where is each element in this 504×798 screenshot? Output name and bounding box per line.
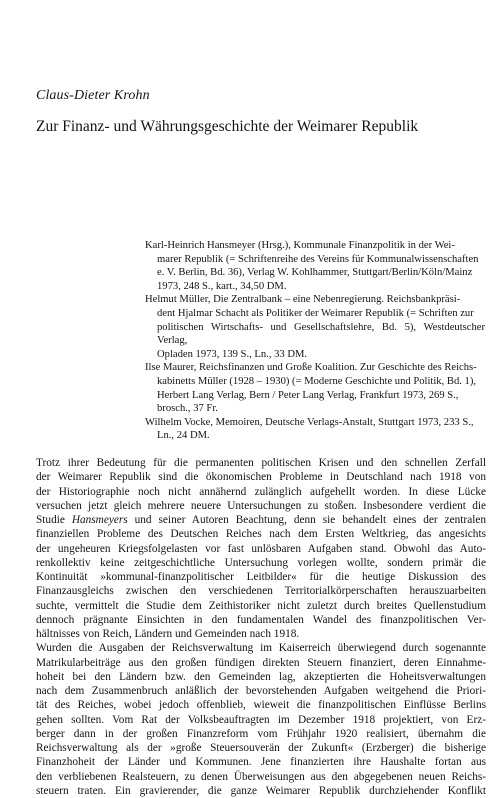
body-line: suchte, vermittelt die Studie dem Zeithistoriker nicht zuletzt durch breites Quellenstudium (36, 599, 486, 612)
reference-entry (145, 361, 485, 415)
reference-line: Ilse Maurer, Reichsfinanzen und Große Koalition. Zur Geschichte des Reichs- (145, 362, 477, 374)
body-line: Trotz ihrer Bedeutung für die permanenten politischen Krisen und den schnellen Zerfall (36, 457, 486, 469)
reviewed-books-list (145, 239, 485, 443)
reference-line: Karl-Heinrich Hansmeyer (Hrsg.), Kommunale Finanzpolitik in der Wei- (145, 240, 455, 251)
reference-line: dent Hjalmar Schacht als Politiker der Weimarer Republik (= Schriften zur (157, 307, 474, 319)
reference-entry (145, 239, 485, 293)
reference-line: marer Republik (= Schriftenreihe des Vereins für Kommunalwissenschaften (157, 253, 479, 265)
article-body (36, 456, 486, 798)
reference-line: Herbert Lang Verlag, Bern / Peter Lang Verlag, Frankfurt 1973, 269 S., (157, 389, 459, 401)
reference-line: brosch., 37 Fr. (157, 403, 218, 415)
body-line: nach dem Zusammenbruch anläßlich der bevorstehenden Aufgaben weitgehend die Priori- (36, 685, 486, 697)
body-line: der ungeheuren Kriegsfolgelasten vor fast unlösbaren Aufgaben stand. Obwohl das Auto- (36, 542, 486, 555)
reference-line: 1973, 248 S., kart., 34,50 DM. (157, 280, 287, 292)
body-text: Studie (36, 514, 72, 526)
article-title: Zur Finanz- und Währungsgeschichte der Weimarer Republik (36, 118, 419, 135)
reference-line: kabinetts Müller (1928 – 1930) (= Moderne Geschichte und Politik, Bd. 1), (157, 375, 477, 387)
body-paragraph (36, 641, 486, 798)
body-line: Finanzhoheit der Länder und Kommunen. Jene finanzierten ihre Haushalte fortan aus (36, 756, 486, 769)
body-line: steuern traten. Ein gravierender, die ganze Weimarer Republik durchziehender Konflikt (36, 784, 486, 797)
reference-entry (145, 293, 485, 361)
body-text: und seiner Autoren Beachtung, denn sie behandelt eines der zentralen (127, 514, 487, 526)
body-line: hältnisses von Reich, Ländern und Gemeinden nach 1918. (36, 628, 300, 640)
body-line: Kontinuität »kommunal-finanzpolitischer Leitbilder« für die heutige Diskussion des (36, 571, 486, 583)
reference-line: Wilhelm Vocke, Memoiren, Deutsche Verlags-Anstalt, Stuttgart 1973, 233 S., (145, 416, 474, 428)
body-line: tät des Reiches, wobei jedoch offenblieb, wieweit die finanzpolitischen Einflüsse Berlins (36, 699, 486, 712)
body-line: dennoch prägnante Einsichten in den fundamentalen Wandel des finanzpolitischen Ver- (36, 613, 486, 626)
body-line: berger dann in der großen Finanzreform vom Frühjahr 1920 realisiert, übernahm die (36, 727, 486, 740)
reference-line: Helmut Müller, Die Zentralbank – eine Nebenregierung. Reichsbankpräsi- (145, 294, 461, 306)
reference-line: Opladen 1973, 139 S., Ln., 33 DM. (157, 348, 308, 360)
body-line: Matrikularbeiträge aus den großen fündigen direkten Steuern finanziert, deren Einnahme- (36, 656, 486, 669)
body-line: den verbliebenen Realsteuern, zu denen Überweisungen aus den abgegebenen neuen Reichs- (36, 770, 486, 783)
body-line: Reichsverwaltung als der »große Steuersouverän der Zukunft« (Erzberger) die bisherige (36, 742, 486, 754)
body-line: hoheit bei den Ländern bzw. den Gemeinden lag, akzeptierten die Hoheitsverwaltungen (36, 670, 486, 683)
body-line: der Weimarer Republik sind die ökonomischen Probleme in Deutschland nach 1918 von (36, 471, 486, 484)
body-line: gehen sollten. Vom Rat der Volksbeauftragten im Dezember 1918 projektiert, von Erz- (36, 713, 486, 726)
body-line (36, 513, 486, 527)
body-line: Wurden die Ausgaben der Reichsverwaltung im Kaiserreich überwiegend durch sogenannte (36, 642, 486, 655)
reference-entry (145, 416, 485, 443)
reference-line: politischen Wirtschafts- und Gesellschaftslehre, Bd. 5), Westdeutscher Verlag, (157, 321, 485, 347)
reference-line: Ln., 24 DM. (157, 430, 210, 442)
body-line: finanziellen Probleme des Deutschen Reiches nach dem Ersten Weltkrieg, das angesichts (36, 528, 486, 541)
author-reference: Hansmeyers (71, 514, 128, 526)
body-paragraph (36, 456, 486, 641)
author-name: Claus-Dieter Krohn (36, 88, 150, 103)
body-line: renkollektiv keine zeitgeschichtliche Untersuchung vorlegen wollte, sondern primär die (36, 556, 486, 569)
body-line: der Historiographie noch nicht annähernd zulänglich aufgehellt worden. In diese Lücke (36, 485, 486, 498)
body-line: versuchen jetzt gleich mehrere neuere Untersuchungen zu stoßen. Insbesondere verdient die (36, 499, 486, 512)
body-line: Finanzausgleichs zwischen den verschiedenen Territorialkörperschaften herauszuarbeiten (36, 585, 486, 598)
reference-line: e. V. Berlin, Bd. 36), Verlag W. Kohlhammer, Stuttgart/Berlin/Köln/Mainz (157, 267, 473, 279)
